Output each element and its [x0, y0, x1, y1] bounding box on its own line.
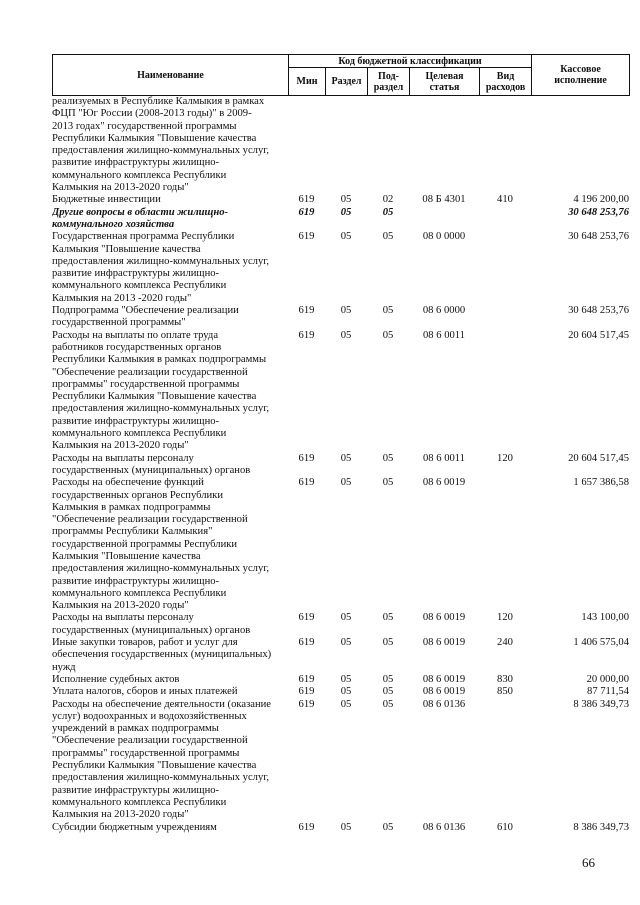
cell-target: 08 6 0136: [422, 821, 466, 833]
cell-amount: 30 648 253,76: [568, 231, 629, 243]
table-row: [52, 477, 629, 612]
cell-name: [52, 194, 288, 206]
header-podrazdel: Под- раздел: [368, 68, 410, 96]
cell-amount: 20 000,00: [586, 673, 629, 685]
header-target: Целевая статья: [410, 68, 480, 96]
cell-podrazdel: 05: [382, 206, 394, 218]
cell-name: [52, 96, 288, 194]
row-name-text: реализуемых в Республике Калмыкия в рамках ФЦП "Юг России (2008-2013 годы)" в 2009- 2013 годах" государственной программы Республики Калмыкия "Повышение качества предоставления жилищно-коммунальных услуг, развитие инфраструктуры жилищно- коммунального комплекса Республики Калмыкия на 2013-2020 годы": [52, 96, 270, 194]
cell-name: [52, 674, 288, 686]
cell-target: 08 6 0019: [422, 637, 466, 649]
row-name-text: Расходы на выплаты персоналу государственных (муниципальных) органов: [52, 612, 251, 636]
cell-amount: 1 406 575,04: [573, 637, 629, 649]
row-name-text: Подпрограмма "Обеспечение реализации государственной программы": [52, 305, 239, 329]
cell-razdel: 05: [340, 477, 352, 489]
cell-amount: [531, 96, 629, 194]
cell-razdel: 05: [340, 305, 352, 317]
cell-name: [52, 822, 288, 834]
cell-name: [52, 477, 288, 612]
cell-podrazdel: 05: [382, 612, 394, 624]
cell-razdel: 05: [340, 698, 352, 710]
table-row: [52, 305, 629, 330]
cell-name: [52, 612, 288, 637]
cell-min: [288, 96, 325, 194]
cell-razdel: 05: [340, 637, 352, 649]
cell-razdel: 05: [340, 452, 352, 464]
cell-min: 619: [298, 821, 315, 833]
cell-razdel: [325, 96, 367, 194]
header-razdel: Раздел: [326, 68, 368, 96]
cell-podrazdel: 02: [382, 194, 394, 206]
cell-vid: [479, 231, 531, 305]
cell-target: 08 6 0019: [422, 686, 466, 698]
budget-table-sheet: [52, 54, 629, 834]
cell-target: 08 6 0136: [422, 698, 466, 710]
cell-name: [52, 305, 288, 330]
cell-razdel: 05: [340, 206, 352, 218]
cell-vid: [479, 699, 531, 822]
cell-vid: [479, 477, 531, 612]
cell-razdel: 05: [340, 231, 352, 243]
cell-amount: 143 100,00: [581, 612, 629, 624]
cell-amount: 4 196 200,00: [573, 194, 629, 206]
table-row: [52, 612, 629, 637]
cell-amount: 20 604 517,45: [568, 329, 629, 341]
page-number: 66: [582, 855, 595, 870]
cell-amount: 30 648 253,76: [568, 305, 629, 317]
row-name-text: Уплата налогов, сборов и иных платежей: [52, 686, 238, 698]
cell-podrazdel: 05: [382, 698, 394, 710]
cell-min: 619: [298, 686, 315, 698]
cell-razdel: 05: [340, 673, 352, 685]
cell-amount: 30 648 253,76: [568, 206, 629, 218]
cell-vid: 610: [497, 821, 513, 833]
cell-min: 619: [298, 673, 315, 685]
row-name-text: Государственная программа Республики Калмыкия "Повышение качества предоставления жилищно-коммунальных услуг, развитие инфраструктуры жилищно- коммунального комплекса Республики Калмыкия на 2013 -2020 годы": [52, 231, 270, 304]
table-row: [52, 699, 629, 822]
cell-amount: 20 604 517,45: [568, 452, 629, 464]
cell-podrazdel: 05: [382, 329, 394, 341]
table-row: [52, 96, 629, 194]
cell-razdel: 05: [340, 686, 352, 698]
cell-min: 619: [298, 612, 315, 624]
cell-target: 08 6 0011: [423, 329, 465, 341]
cell-podrazdel: 05: [382, 821, 394, 833]
table-header: [52, 54, 630, 96]
cell-target: 08 6 0000: [422, 305, 466, 317]
cell-target: 08 Б 4301: [422, 194, 466, 206]
row-name-text: Иные закупки товаров, работ и услуг для обеспечения государственных (муниципальных) нужд: [52, 637, 272, 673]
cell-amount: 87 711,54: [587, 686, 629, 698]
row-name-text: Расходы на выплаты по оплате труда работников государственных органов Республики Калмыкия в рамках подпрограммы "Обеспечение реализации государственной программы" государственной программы Республики Калмыкия "Повышение качества предоставления жилищно-коммунальных услуг, развитие инфраструктуры жилищно- коммунального комплекса Республики Калмыкия на 2013-2020 годы": [52, 329, 270, 452]
cell-vid: 830: [497, 673, 513, 685]
cell-vid: [479, 305, 531, 330]
cell-min: 619: [298, 452, 315, 464]
cell-razdel: 05: [340, 821, 352, 833]
header-classification-group: Код бюджетной классификации: [289, 55, 532, 68]
cell-target: 08 6 0019: [422, 477, 466, 489]
row-name-text: Исполнение судебных актов: [52, 673, 180, 685]
table-row: [52, 453, 629, 478]
cell-min: 619: [298, 477, 315, 489]
cell-podrazdel: 05: [382, 686, 394, 698]
cell-target: 08 6 0011: [423, 452, 465, 464]
cell-podrazdel: [367, 96, 409, 194]
cell-name: [52, 453, 288, 478]
header-name: Наименование: [53, 55, 289, 96]
cell-vid: [479, 207, 531, 232]
cell-min: 619: [298, 206, 315, 218]
cell-amount: 8 386 349,73: [573, 821, 629, 833]
cell-podrazdel: 05: [382, 305, 394, 317]
cell-vid: 120: [497, 452, 513, 464]
cell-min: 619: [298, 231, 315, 243]
cell-vid: [479, 330, 531, 453]
header-cash-execution: Кассовое исполнение: [532, 55, 630, 96]
cell-vid: 240: [497, 637, 513, 649]
cell-amount: 8 386 349,73: [573, 698, 629, 710]
cell-target: [409, 96, 479, 194]
cell-name: [52, 686, 288, 698]
cell-vid: 410: [497, 194, 513, 206]
cell-name: [52, 231, 288, 305]
table-row: [52, 194, 629, 206]
cell-amount: 1 657 386,58: [573, 477, 629, 489]
table-body: [52, 96, 629, 834]
cell-razdel: 05: [340, 194, 352, 206]
table-row: [52, 231, 629, 305]
cell-target: 08 6 0019: [422, 612, 466, 624]
table-row: [52, 822, 629, 834]
header-vid: Вид расходов: [480, 68, 532, 96]
cell-podrazdel: 05: [382, 452, 394, 464]
cell-target: 08 6 0019: [422, 673, 466, 685]
cell-vid: 120: [497, 612, 513, 624]
row-name-text: Другие вопросы в области жилищно- коммунального хозяйства: [52, 206, 229, 230]
cell-target: 08 0 0000: [422, 231, 466, 243]
row-name-text: Субсидии бюджетным учреждениям: [52, 821, 217, 833]
row-name-text: Расходы на обеспечение деятельности (оказание услуг) водоохранных и водохозяйственных учреждений в рамках подпрограммы "Обеспечение реализации государственной программы" государственной программы Республики Калмыкия "Повышение качества предоставления жилищно-коммунальных услуг, развитие инфраструктуры жилищно- коммунального комплекса Республики Калмыкия на 2013-2020 годы": [52, 698, 271, 821]
cell-podrazdel: 05: [382, 231, 394, 243]
cell-razdel: 05: [340, 329, 352, 341]
row-name-text: Расходы на выплаты персоналу государственных (муниципальных) органов: [52, 452, 251, 476]
cell-target: [409, 207, 479, 232]
cell-vid: 850: [497, 686, 513, 698]
row-name-text: Бюджетные инвестиции: [52, 194, 161, 206]
cell-podrazdel: 05: [382, 637, 394, 649]
table-row: [52, 207, 629, 232]
cell-podrazdel: 05: [382, 673, 394, 685]
cell-min: 619: [298, 305, 315, 317]
cell-name: [52, 637, 288, 674]
table-row: [52, 686, 629, 698]
table-row: [52, 330, 629, 453]
cell-min: 619: [298, 194, 315, 206]
cell-min: 619: [298, 329, 315, 341]
cell-razdel: 05: [340, 612, 352, 624]
table-row: [52, 674, 629, 686]
row-name-text: Расходы на обеспечение функций государственных органов Республики Калмыкия в рамках подпрограммы "Обеспечение реализации государственной программы Республики Калмыкия" государственной программы Республики Калмыкия "Повышение качества предоставления жилищно-коммунальных услуг, развитие инфраструктуры жилищно- коммунального комплекса Республики Калмыкия на 2013-2020 годы": [52, 477, 270, 612]
cell-vid: [479, 96, 531, 194]
cell-name: [52, 207, 288, 232]
cell-min: 619: [298, 698, 315, 710]
cell-name: [52, 699, 288, 822]
cell-name: [52, 330, 288, 453]
cell-min: 619: [298, 637, 315, 649]
cell-podrazdel: 05: [382, 477, 394, 489]
header-min: Мин: [289, 68, 326, 96]
table-row: [52, 637, 629, 674]
